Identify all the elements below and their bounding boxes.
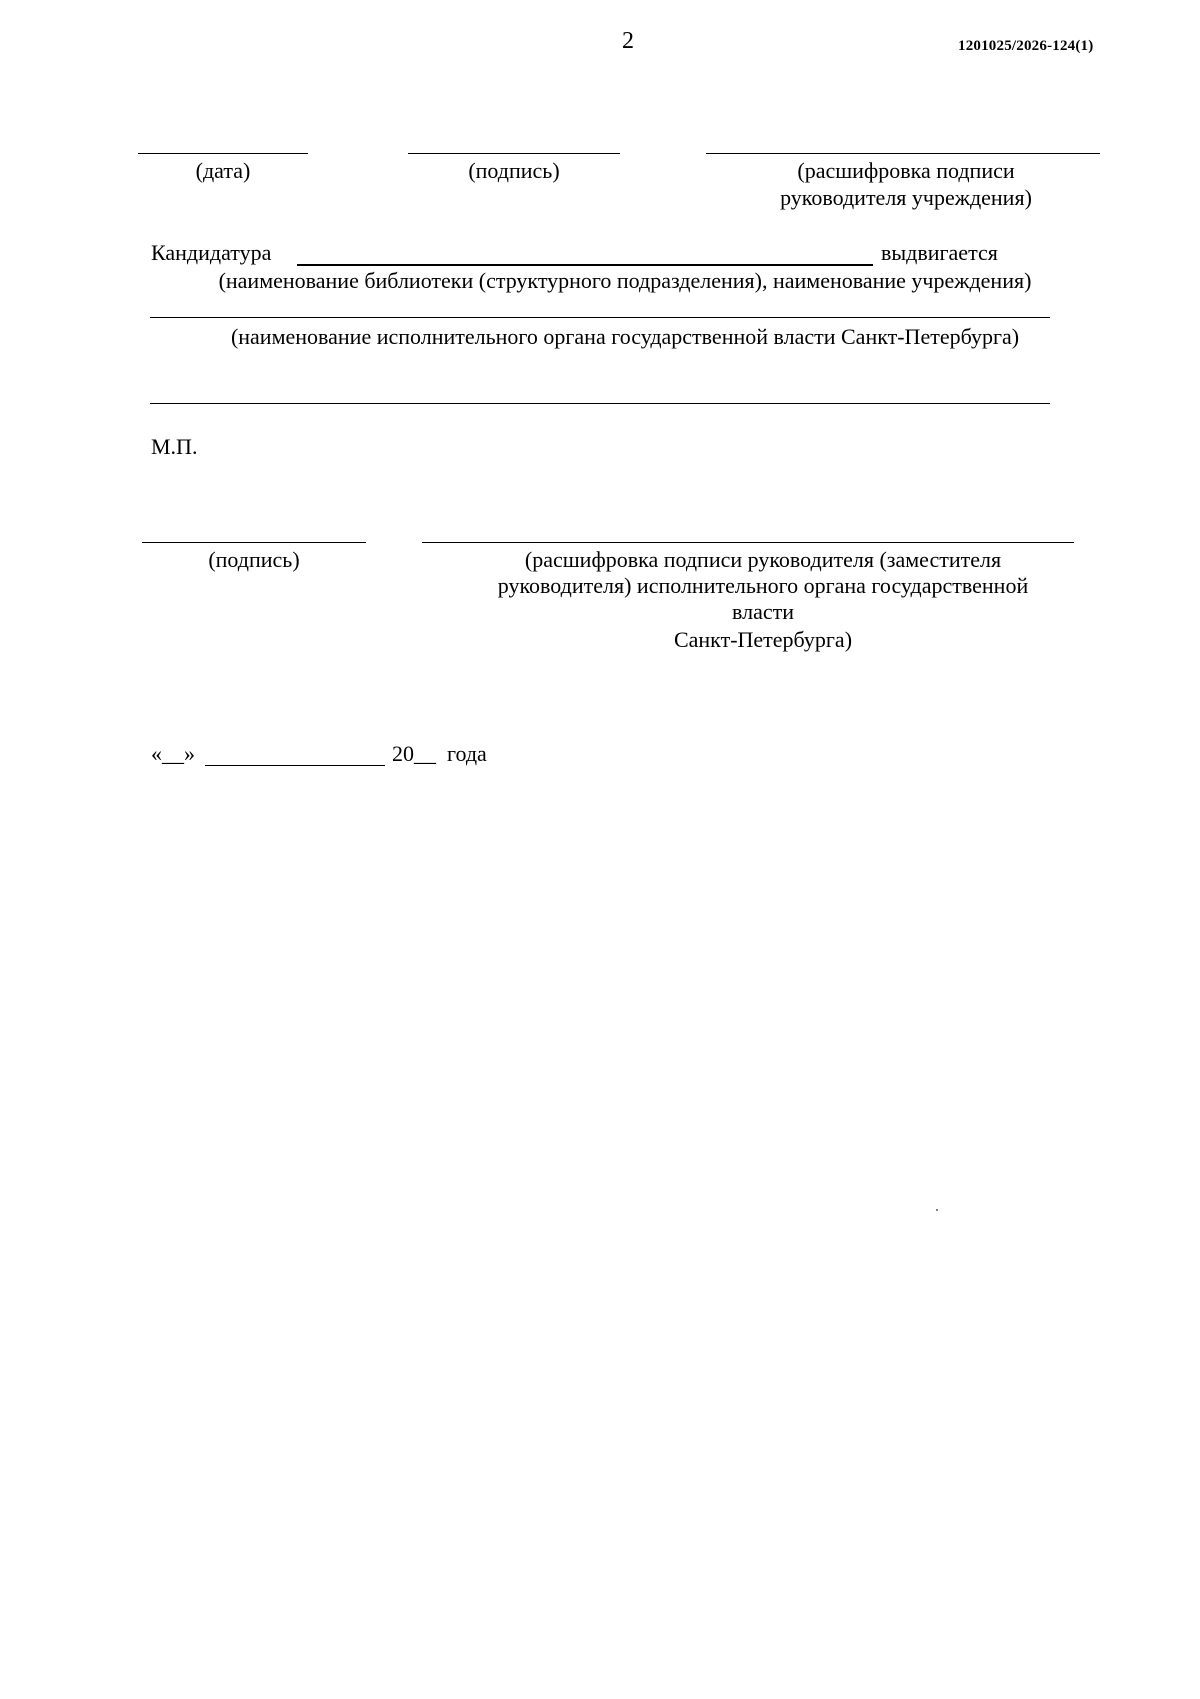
document-id: 1201025/2026-124(1) — [958, 38, 1094, 54]
page-number: 2 — [622, 28, 634, 54]
extra-field-line — [150, 403, 1050, 404]
year-prefix: 20__ — [392, 741, 436, 766]
decode-caption-line-2: руководителя учреждения) — [780, 185, 1032, 210]
decode-2-line-1: (расшифровка подписи руководителя (заместителя — [524, 547, 1002, 572]
signature-decode-line — [706, 153, 1100, 154]
decode-2-line-3: власти — [732, 599, 794, 624]
candidacy-field-line — [297, 264, 873, 266]
date-caption: (дата) — [195, 158, 251, 183]
nominated-label: выдвигается — [881, 240, 998, 265]
year-suffix: года — [447, 741, 487, 766]
authority-field-line — [150, 317, 1050, 318]
signature-line — [408, 153, 620, 154]
stamp-label: М.П. — [151, 434, 198, 459]
date-line — [138, 153, 308, 154]
day-quote-field: «__» — [151, 741, 195, 766]
signature-2-line — [142, 542, 366, 543]
signature-2-caption: (подпись) — [208, 547, 300, 572]
candidacy-label: Кандидатура — [151, 240, 272, 265]
decode-2-line-4: Санкт-Петербурга) — [673, 627, 853, 652]
library-caption: (наименование библиотеки (структурного подразделения), наименование учреждения) — [218, 268, 1032, 293]
scan-speck — [936, 1209, 938, 1211]
signature-2-decode-line — [422, 542, 1074, 543]
authority-caption: (наименование исполнительного органа государственной власти Санкт-Петербурга) — [230, 324, 1020, 349]
decode-2-line-2: руководителя) исполнительного органа государственной — [497, 573, 1029, 598]
decode-caption-line-1: (расшифровка подписи — [797, 158, 1015, 183]
signature-caption: (подпись) — [468, 158, 560, 183]
month-field-line — [205, 765, 385, 766]
